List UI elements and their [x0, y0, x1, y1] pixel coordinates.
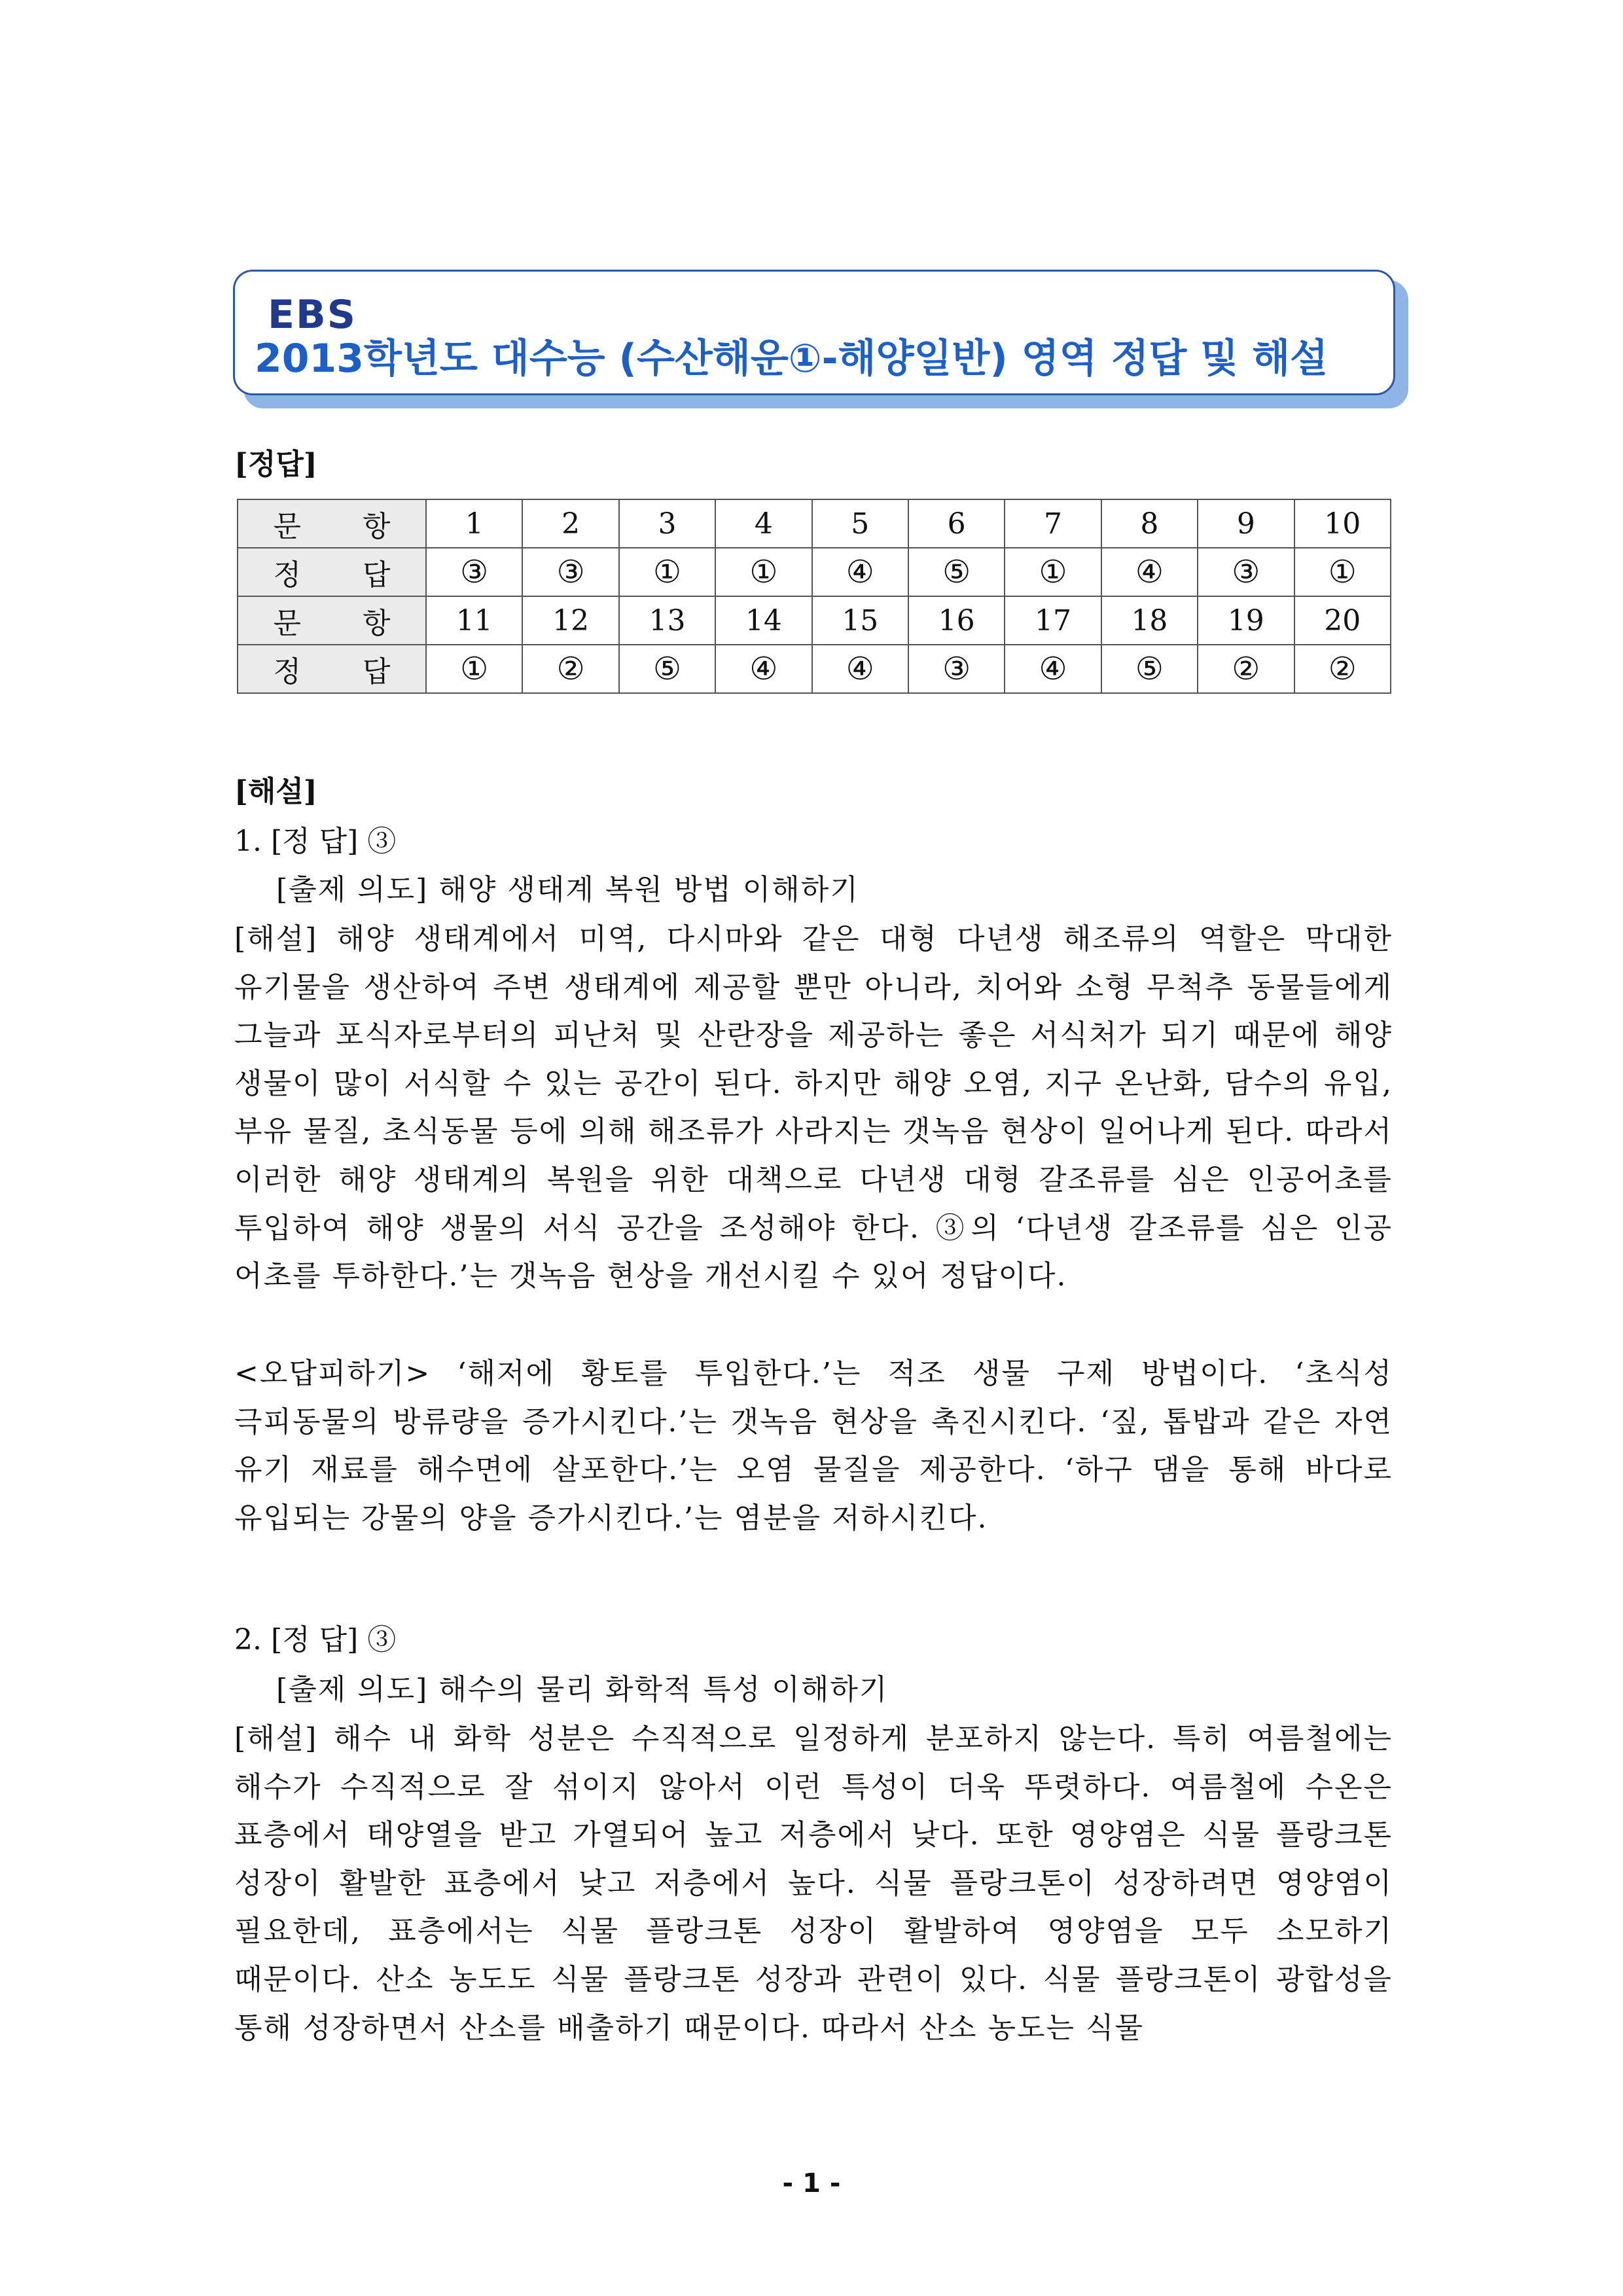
answer-table — [237, 499, 1391, 694]
question-number-cell: 13 — [619, 596, 715, 645]
page-number: - 1 - — [782, 2168, 841, 2198]
question-number-cell: 1 — [426, 499, 522, 548]
question-number-cell: 19 — [1198, 596, 1294, 645]
answer-cell: ① — [426, 645, 522, 693]
answer-cell: ② — [522, 645, 618, 693]
answer-cell: ① — [715, 548, 812, 596]
question-number-cell: 2 — [522, 499, 618, 548]
answer-cell: ③ — [908, 645, 1005, 693]
answer-cell: ① — [1294, 548, 1391, 596]
q2-answer-line: 2. [정 답] ③ — [234, 1623, 397, 1657]
question-number-cell: 3 — [619, 499, 715, 548]
question-number-cell: 14 — [715, 596, 812, 645]
question-number-cell: 18 — [1101, 596, 1198, 645]
answer-label-cell: 정 답 — [238, 645, 426, 693]
answer-cell: ④ — [1005, 645, 1101, 693]
question-number-cell: 11 — [426, 596, 522, 645]
answer-row — [238, 548, 1391, 596]
answer-cell: ③ — [1198, 548, 1294, 596]
question-number-row — [238, 596, 1391, 645]
answer-cell: ④ — [812, 548, 908, 596]
question-number-cell: 10 — [1294, 499, 1391, 548]
question-number-cell: 20 — [1294, 596, 1391, 645]
q1-intent: [출제 의도] 해양 생태계 복원 방법 이해하기 — [276, 873, 859, 906]
answer-cell: ④ — [812, 645, 908, 693]
q1-answer-line: 1. [정 답] ③ — [234, 825, 397, 858]
answer-cell: ④ — [1101, 548, 1198, 596]
q2-explanation: [해설] 해수 내 화학 성분은 수직적으로 일정하게 분포하지 않는다. 특히 여름철에는 해수가 수직적으로 잘 섞이지 않아서 이런 특성이 더욱 뚜렷하다. 여름철에 수온은 표층에서 태양열을 받고 가열되어 높고 저층에서 낮다. 또한 영양염은 식물 플랑크톤 성장이 활발한 표층에서 낮고 저층에서 높다. 식물 플랑크톤이 성장하려면 영양염이 필요한데, 표층에서는 식물 플랑크톤 성장이 활발하여 영양염을 모두 소모하기 때문이다. 산소 농도도 식물 플랑크톤 성장과 관련이 있다. 식물 플랑크톤이 광합성을 통해 성장하면서 산소를 배출하기 때문이다. 따라서 산소 농도는 식물 — [234, 1722, 1393, 2045]
question-number-cell: 5 — [812, 499, 908, 548]
answer-cell: ⑤ — [1101, 645, 1198, 693]
question-label-cell: 문 항 — [238, 596, 426, 645]
question-label-cell: 문 항 — [238, 499, 426, 548]
answer-cell: ② — [1294, 645, 1391, 693]
explanation-heading: [해설] — [234, 775, 317, 808]
ebs-logo: EBS — [268, 292, 357, 338]
answers-heading: [정답] — [234, 448, 317, 481]
question-number-cell: 4 — [715, 499, 812, 548]
answer-cell: ⑤ — [908, 548, 1005, 596]
question-number-row — [238, 499, 1391, 548]
question-number-cell: 7 — [1005, 499, 1101, 548]
q2-intent: [출제 의도] 해수의 물리 화학적 특성 이해하기 — [276, 1673, 889, 1706]
answer-cell: ⑤ — [619, 645, 715, 693]
answer-cell: ① — [619, 548, 715, 596]
question-number-cell: 16 — [908, 596, 1005, 645]
answer-cell: ② — [1198, 645, 1294, 693]
question-number-cell: 9 — [1198, 499, 1294, 548]
question-number-cell: 15 — [812, 596, 908, 645]
answer-label-cell: 정 답 — [238, 548, 426, 596]
question-number-cell: 12 — [522, 596, 618, 645]
document-header — [233, 270, 1395, 395]
answer-cell: ③ — [522, 548, 618, 596]
question-number-cell: 8 — [1101, 499, 1198, 548]
q1-explanation: [해설] 해양 생태계에서 미역, 다시마와 같은 대형 다년생 해조류의 역할은 막대한 유기물을 생산하여 주변 생태계에 제공할 뿐만 아니라, 치어와 소형 무척추 동물들에게 그늘과 포식자로부터의 피난처 및 산란장을 제공하는 좋은 서식처가 되기 때문에 해양 생물이 많이 서식할 수 있는 공간이 된다. 하지만 해양 오염, 지구 온난화, 담수의 유입, 부유 물질, 초식동물 등에 의해 해조류가 사라지는 갯녹음 현상이 일어나게 된다. 따라서 이러한 해양 생태계의 복원을 위한 대책으로 다년생 대형 갈조류를 심은 인공어초를 투입하여 해양 생물의 서식 공간을 조성해야 한다. ③의 ‘다년생 갈조류를 심은 인공 어초를 투하한다.’는 갯녹음 현상을 개선시킬 수 있어 정답이다. — [234, 922, 1393, 1293]
q1-distractors: <오답피하기> ‘해저에 황토를 투입한다.’는 적조 생물 구제 방법이다. ‘초식성 극피동물의 방류량을 증가시킨다.’는 갯녹음 현상을 촉진시킨다. ‘짚, 톱밥과 같은 자연 유기 재료를 해수면에 살포한다.’는 오염 물질을 제공한다. ‘하구 댐을 통해 바다로 유입되는 강물의 양을 증가시킨다.’는 염분을 저하시킨다. — [234, 1357, 1393, 1535]
question-number-cell: 17 — [1005, 596, 1101, 645]
answer-cell: ④ — [715, 645, 812, 693]
answer-row — [238, 645, 1391, 693]
answer-cell: ③ — [426, 548, 522, 596]
answer-cell: ① — [1005, 548, 1101, 596]
question-number-cell: 6 — [908, 499, 1005, 548]
document-title: 2013학년도 대수능 (수산해운①-해양일반) 영역 정답 및 해설 — [255, 336, 1329, 382]
